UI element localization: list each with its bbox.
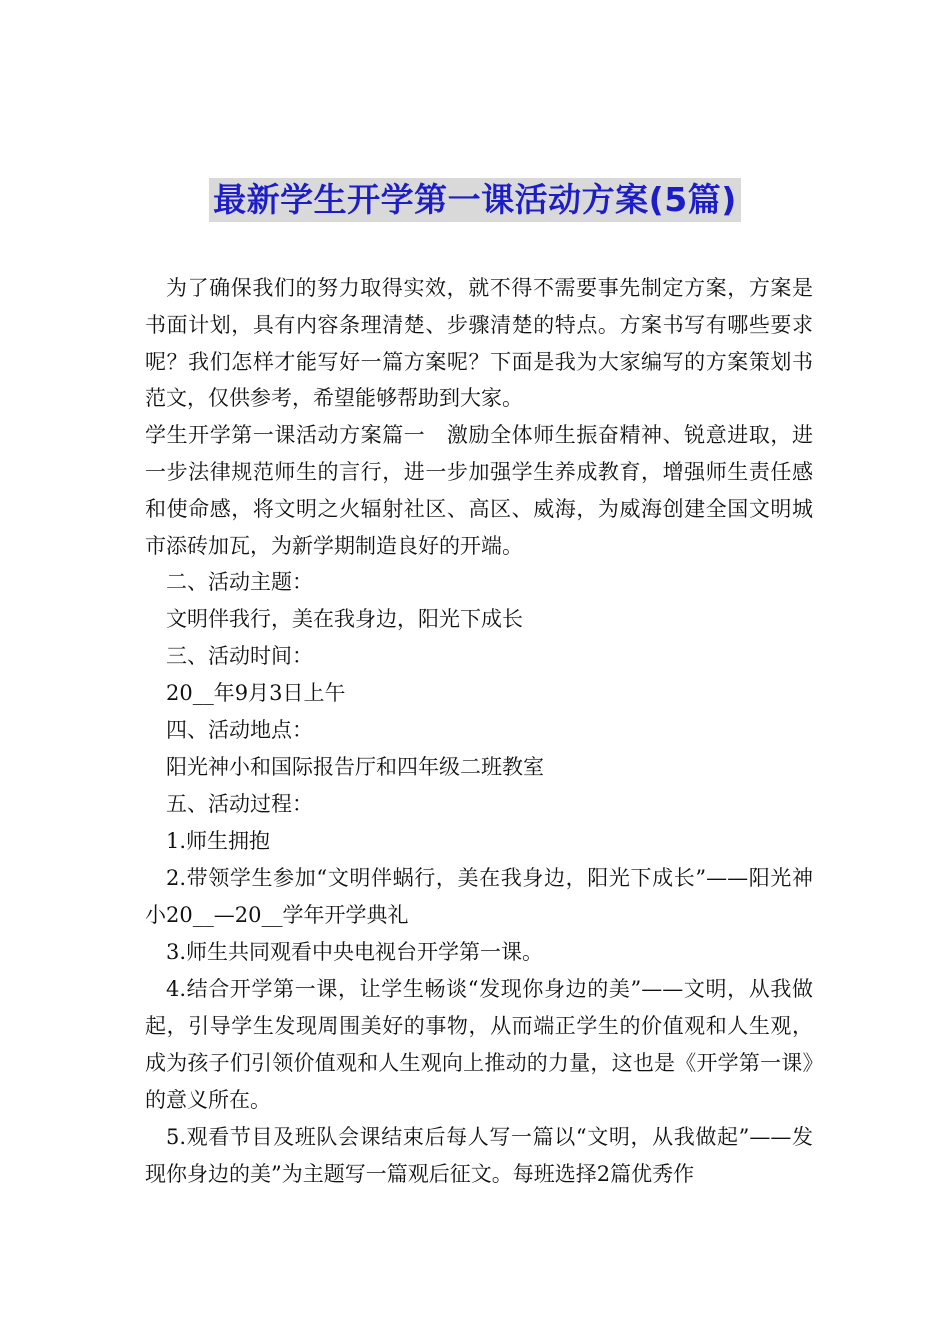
place-heading: 四、活动地点： xyxy=(166,718,313,743)
title-container xyxy=(0,178,950,222)
step-item-2: 2.带领学生参加“文明伴蜗行，美在我身边，阳光下成长”——阳光神小20__—20__学年开学典礼 xyxy=(145,866,813,928)
step-item-4: 4.结合开学第一课，让学生畅谈“发现你身边的美”——文明，从我做起，引导学生发现周围美好的事物，从而端正学生的价值观和人生观，成为孩子们引领价值观和人生观向上推动的力量，这也是《开学第一课》的意义所在。 xyxy=(145,977,813,1113)
step-item-3: 3.师生共同观看中央电视台开学第一课。 xyxy=(166,940,544,965)
time-heading: 三、活动时间： xyxy=(166,644,313,669)
step-item-5: 5.观看节目及班队会课结束后每人写一篇以“文明，从我做起”——发现你身边的美”为主题写一篇观后征文。每班选择2篇优秀作 xyxy=(145,1125,813,1187)
section1-paragraph: 学生开学第一课活动方案篇一 激励全体师生振奋精神、锐意进取，进一步法律规范师生的言行，进一步加强学生养成教育，增强师生责任感和使命感，将文明之火辐射社区、高区、威海，为威海创建全国文明城市添砖加瓦，为新学期制造良好的开端。 xyxy=(145,423,813,558)
step-item-1: 1.师生拥抱 xyxy=(166,829,271,854)
theme-heading: 二、活动主题： xyxy=(166,570,313,595)
document-title: 最新学生开学第一课活动方案(5篇) xyxy=(209,178,741,222)
place-text: 阳光神小和国际报告厅和四年级二班教室 xyxy=(166,755,544,780)
time-text: 20__年9月3日上午 xyxy=(166,681,346,706)
process-heading: 五、活动过程： xyxy=(166,792,313,817)
document-body xyxy=(145,270,813,1193)
intro-paragraph: 为了确保我们的努力取得实效，就不得不需要事先制定方案，方案是书面计划，具有内容条理清楚、步骤清楚的特点。方案书写有哪些要求呢？我们怎样才能写好一篇方案呢？下面是我为大家编写的方案策划书范文，仅供参考，希望能够帮助到大家。 xyxy=(145,276,813,411)
theme-text: 文明伴我行，美在我身边，阳光下成长 xyxy=(166,607,523,632)
